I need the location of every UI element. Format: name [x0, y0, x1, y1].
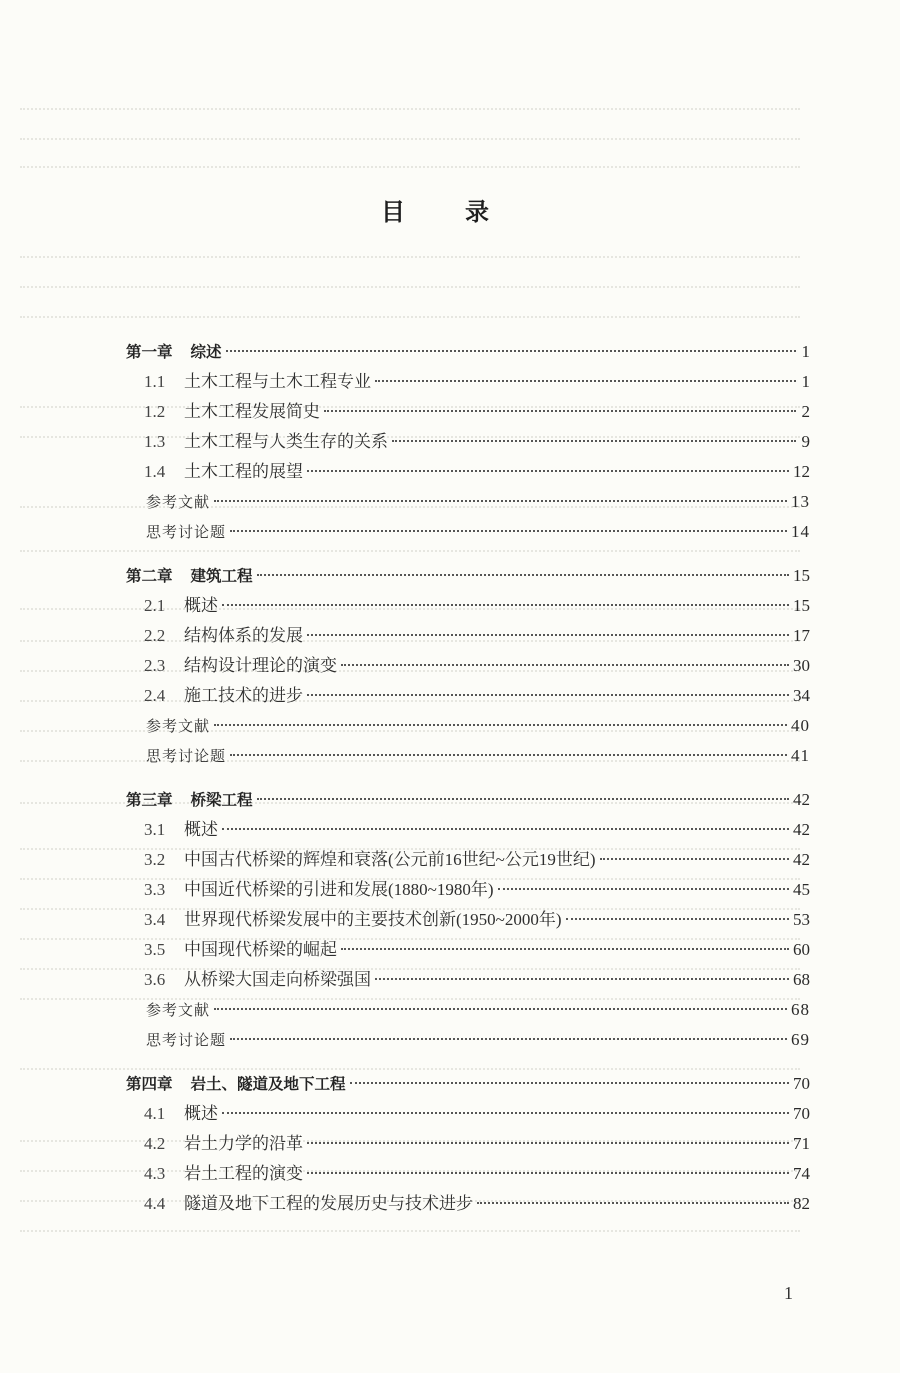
toc-chapter-entry[interactable]	[126, 1069, 810, 1099]
dot-leader	[230, 530, 787, 532]
toc-section-entry[interactable]	[144, 905, 810, 935]
entry-title: 岩土力学的沿革	[184, 1134, 303, 1153]
dot-leader	[214, 724, 787, 726]
entry-page-number: 13	[791, 492, 810, 511]
toc-section-entry[interactable]	[144, 1159, 810, 1189]
entry-page-number: 41	[791, 746, 810, 765]
toc-section-entry[interactable]	[144, 1099, 810, 1129]
entry-title: 世界现代桥梁发展中的主要技术创新(1950~2000年)	[184, 910, 562, 929]
dot-leader	[477, 1202, 789, 1204]
entry-title: 综述	[190, 343, 222, 361]
dot-leader	[226, 350, 796, 352]
toc-section-entry[interactable]	[144, 367, 810, 397]
dot-leader	[341, 664, 789, 666]
entry-number: 第三章	[126, 791, 173, 809]
entry-number: 3.5	[144, 940, 166, 959]
entry-page-number: 2	[801, 402, 810, 421]
entry-title: 岩土工程的演变	[184, 1164, 303, 1183]
entry-title: 结构体系的发展	[184, 626, 303, 645]
entry-title: 概述	[184, 820, 218, 839]
entry-page-number: 1	[801, 342, 810, 361]
entry-title: 参考文献	[146, 493, 211, 511]
entry-title: 桥梁工程	[190, 791, 253, 809]
toc-section-entry[interactable]	[144, 1189, 810, 1219]
entry-title: 岩土、隧道及地下工程	[190, 1075, 346, 1093]
entry-page-number: 14	[791, 522, 810, 541]
entry-page-number: 60	[793, 940, 810, 959]
dot-leader	[230, 754, 787, 756]
entry-title: 施工技术的进步	[184, 686, 303, 705]
dot-leader	[307, 634, 789, 636]
toc-section-entry[interactable]	[144, 457, 810, 487]
entry-number: 3.3	[144, 880, 166, 899]
toc-section-entry[interactable]	[144, 397, 810, 427]
entry-page-number: 12	[793, 462, 810, 481]
dot-leader	[375, 380, 796, 382]
entry-number: 第四章	[126, 1075, 173, 1093]
toc-section-entry[interactable]	[144, 427, 810, 457]
entry-title: 中国现代桥梁的崛起	[184, 940, 337, 959]
entry-title: 隧道及地下工程的发展历史与技术进步	[184, 1194, 473, 1213]
entry-page-number: 1	[801, 372, 810, 391]
toc-section-entry[interactable]	[144, 965, 810, 995]
entry-number: 4.1	[144, 1104, 166, 1123]
toc-extra-entry[interactable]	[146, 741, 810, 771]
dot-leader	[498, 888, 789, 890]
toc-section-entry[interactable]	[144, 651, 810, 681]
entry-page-number: 40	[791, 716, 810, 735]
entry-number: 3.1	[144, 820, 166, 839]
toc-chapter-entry[interactable]	[126, 337, 810, 367]
entry-number: 2.4	[144, 686, 166, 705]
dot-leader	[214, 1008, 787, 1010]
table-of-contents	[126, 337, 810, 1219]
dot-leader	[566, 918, 789, 920]
toc-extra-entry[interactable]	[146, 517, 810, 547]
toc-extra-entry[interactable]	[146, 487, 810, 517]
page-number: 1	[784, 1283, 793, 1303]
toc-section-entry[interactable]	[144, 1129, 810, 1159]
entry-title: 概述	[184, 1104, 218, 1123]
entry-title: 中国古代桥梁的辉煌和衰落(公元前16世纪~公元19世纪)	[184, 850, 596, 869]
toc-section-entry[interactable]	[144, 815, 810, 845]
entry-number: 2.1	[144, 596, 166, 615]
entry-page-number: 15	[793, 596, 810, 615]
dot-leader	[230, 1038, 787, 1040]
entry-page-number: 69	[791, 1030, 810, 1049]
entry-title: 土木工程与土木工程专业	[184, 372, 371, 391]
page-title: 目录	[381, 198, 549, 226]
entry-page-number: 42	[793, 820, 810, 839]
toc-extra-entry[interactable]	[146, 995, 810, 1025]
entry-number: 1.4	[144, 462, 166, 481]
entry-title: 思考讨论题	[146, 747, 227, 765]
dot-leader	[222, 604, 789, 606]
dot-leader	[375, 978, 789, 980]
dot-leader	[600, 858, 789, 860]
dot-leader	[341, 948, 789, 950]
entry-number: 1.1	[144, 372, 166, 391]
entry-page-number: 70	[793, 1104, 810, 1123]
entry-number: 第一章	[126, 343, 173, 361]
entry-title: 中国近代桥梁的引进和发展(1880~1980年)	[184, 880, 494, 899]
toc-section-entry[interactable]	[144, 845, 810, 875]
toc-extra-entry[interactable]	[146, 1025, 810, 1055]
entry-page-number: 30	[793, 656, 810, 675]
entry-title: 土木工程与人类生存的关系	[184, 432, 388, 451]
entry-page-number: 17	[793, 626, 810, 645]
entry-number: 4.3	[144, 1164, 166, 1183]
dot-leader	[214, 500, 787, 502]
dot-leader	[307, 470, 789, 472]
entry-page-number: 42	[793, 850, 810, 869]
entry-page-number: 42	[793, 790, 810, 809]
entry-page-number: 68	[791, 1000, 810, 1019]
entry-number: 3.4	[144, 910, 166, 929]
entry-number: 1.2	[144, 402, 166, 421]
toc-extra-entry[interactable]	[146, 711, 810, 741]
toc-section-entry[interactable]	[144, 875, 810, 905]
toc-section-entry[interactable]	[144, 591, 810, 621]
dot-leader	[222, 828, 789, 830]
entry-number: 2.2	[144, 626, 166, 645]
entry-number: 3.2	[144, 850, 166, 869]
entry-title: 土木工程发展简史	[184, 402, 320, 421]
entry-title: 参考文献	[146, 1001, 211, 1019]
entry-title: 参考文献	[146, 717, 211, 735]
toc-section-entry[interactable]	[144, 681, 810, 711]
entry-page-number: 45	[793, 880, 810, 899]
toc-section-entry[interactable]	[144, 621, 810, 651]
entry-title: 结构设计理论的演变	[184, 656, 337, 675]
dot-leader	[307, 694, 789, 696]
entry-title: 从桥梁大国走向桥梁强国	[184, 970, 371, 989]
entry-number: 第二章	[126, 567, 173, 585]
entry-title: 思考讨论题	[146, 523, 227, 541]
toc-chapter-entry[interactable]	[126, 561, 810, 591]
dot-leader	[257, 798, 789, 800]
entry-page-number: 74	[793, 1164, 810, 1183]
entry-number: 3.6	[144, 970, 166, 989]
entry-page-number: 82	[793, 1194, 810, 1213]
dot-leader	[307, 1172, 789, 1174]
toc-chapter-entry[interactable]	[126, 785, 810, 815]
entry-page-number: 9	[801, 432, 810, 451]
entry-title: 建筑工程	[190, 567, 253, 585]
entry-number: 1.3	[144, 432, 166, 451]
entry-page-number: 53	[793, 910, 810, 929]
entry-title: 土木工程的展望	[184, 462, 303, 481]
entry-page-number: 71	[793, 1134, 810, 1153]
entry-title: 概述	[184, 596, 218, 615]
entry-title: 思考讨论题	[146, 1031, 227, 1049]
dot-leader	[324, 410, 796, 412]
dot-leader	[222, 1112, 789, 1114]
dot-leader	[307, 1142, 789, 1144]
entry-page-number: 34	[793, 686, 810, 705]
entry-number: 4.2	[144, 1134, 166, 1153]
dot-leader	[350, 1082, 789, 1084]
entry-number: 2.3	[144, 656, 166, 675]
dot-leader	[257, 574, 789, 576]
entry-page-number: 68	[793, 970, 810, 989]
dot-leader	[392, 440, 796, 442]
entry-number: 4.4	[144, 1194, 166, 1213]
entry-page-number: 70	[793, 1074, 810, 1093]
toc-section-entry[interactable]	[144, 935, 810, 965]
entry-page-number: 15	[793, 566, 810, 585]
